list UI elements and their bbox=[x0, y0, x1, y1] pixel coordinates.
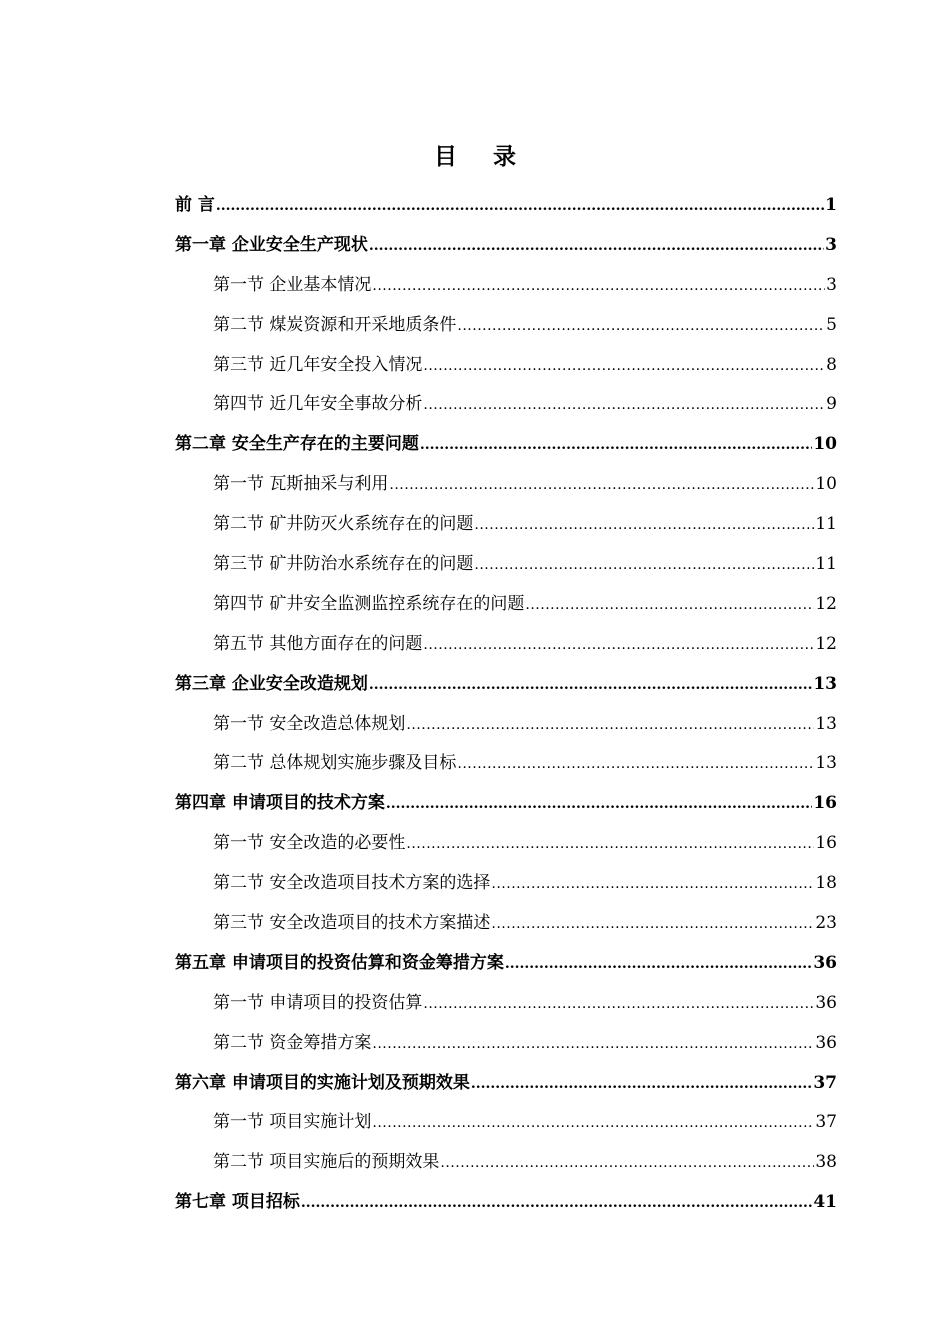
toc-chapter-entry[interactable] bbox=[175, 665, 837, 705]
toc-entry-label: 第七章 项目招标 bbox=[175, 1192, 300, 1213]
toc-entry-label: 第一节 安全改造的必要性 bbox=[213, 833, 406, 854]
toc-entry-label: 第五节 其他方面存在的问题 bbox=[213, 633, 423, 654]
toc-title: 目 录 bbox=[433, 143, 530, 170]
toc-page-number: 13 bbox=[813, 673, 837, 694]
toc-entry-label: 第四节 近几年安全事故分析 bbox=[213, 394, 423, 415]
toc-dot-leader bbox=[505, 945, 812, 985]
toc-page-number: 16 bbox=[813, 793, 837, 814]
toc-entry-label: 第一节 瓦斯抽采与利用 bbox=[213, 474, 389, 495]
toc-page-number: 3 bbox=[826, 274, 837, 295]
toc-entry-label: 第二章 安全生产存在的主要问题 bbox=[175, 434, 419, 455]
toc-page-number: 13 bbox=[815, 753, 837, 774]
toc-chapter-entry[interactable] bbox=[175, 186, 837, 226]
toc-dot-leader bbox=[474, 506, 814, 546]
toc-entry-label: 第二节 项目实施后的预期效果 bbox=[213, 1152, 440, 1173]
toc-section-entry[interactable] bbox=[175, 505, 837, 545]
toc-page-number: 23 bbox=[815, 913, 837, 934]
toc-section-entry[interactable] bbox=[175, 1103, 837, 1143]
toc-dot-leader bbox=[301, 1184, 812, 1224]
toc-section-entry[interactable] bbox=[175, 465, 837, 505]
toc-entry-label: 第三节 安全改造项目的技术方案描述 bbox=[213, 913, 491, 934]
toc-section-entry[interactable] bbox=[175, 824, 837, 864]
toc-dot-leader bbox=[406, 706, 814, 746]
toc-dot-leader bbox=[423, 626, 814, 666]
toc-section-entry[interactable] bbox=[175, 545, 837, 585]
toc-page-number: 37 bbox=[815, 1112, 837, 1133]
toc-dot-leader bbox=[406, 825, 814, 865]
toc-page-number: 13 bbox=[815, 713, 837, 734]
toc-page-number: 16 bbox=[815, 833, 837, 854]
toc-entry-label: 第二节 总体规划实施步骤及目标 bbox=[213, 753, 457, 774]
toc-dot-leader bbox=[474, 546, 814, 586]
toc-section-entry[interactable] bbox=[175, 625, 837, 665]
toc-entry-label: 第一节 安全改造总体规划 bbox=[213, 713, 406, 734]
toc-entry-label: 第一章 企业安全生产现状 bbox=[175, 234, 368, 255]
toc-chapter-entry[interactable] bbox=[175, 425, 837, 465]
toc-page-number: 37 bbox=[813, 1072, 837, 1093]
toc-dot-leader bbox=[372, 1104, 814, 1144]
toc-dot-leader bbox=[423, 386, 825, 426]
toc-dot-leader bbox=[525, 586, 814, 626]
toc-entry-label: 第三节 矿井防治水系统存在的问题 bbox=[213, 554, 474, 575]
toc-section-entry[interactable] bbox=[175, 1024, 837, 1064]
toc-page-number: 18 bbox=[815, 873, 837, 894]
toc-dot-leader bbox=[369, 227, 824, 267]
toc-entry-label: 前 言 bbox=[175, 195, 215, 215]
toc-page-number: 1 bbox=[825, 195, 837, 215]
toc-page-number: 36 bbox=[813, 952, 837, 973]
toc-entry-label: 第三章 企业安全改造规划 bbox=[175, 673, 368, 694]
toc-chapter-entry[interactable] bbox=[175, 944, 837, 984]
toc-page-number: 12 bbox=[815, 633, 837, 654]
toc-section-entry[interactable] bbox=[175, 904, 837, 944]
toc-entry-label: 第一节 申请项目的投资估算 bbox=[213, 992, 423, 1013]
toc-dot-leader bbox=[423, 347, 825, 387]
toc-page-number: 3 bbox=[825, 234, 837, 255]
toc-dot-leader bbox=[491, 905, 814, 945]
toc-chapter-entry[interactable] bbox=[175, 1064, 837, 1104]
toc-section-entry[interactable] bbox=[175, 984, 837, 1024]
toc-page-number: 11 bbox=[815, 514, 837, 535]
toc-entry-label: 第三节 近几年安全投入情况 bbox=[213, 354, 423, 375]
toc-page-number: 12 bbox=[815, 593, 837, 614]
toc-dot-leader bbox=[369, 666, 812, 706]
toc-entry-label: 第四章 申请项目的技术方案 bbox=[175, 793, 385, 814]
toc-page-number: 8 bbox=[826, 354, 837, 375]
toc-page-number: 10 bbox=[813, 434, 837, 455]
toc-dot-leader bbox=[372, 1025, 814, 1065]
toc-entry-label: 第二节 资金筹措方案 bbox=[213, 1032, 372, 1053]
toc-page-number: 11 bbox=[815, 554, 837, 575]
toc-section-entry[interactable] bbox=[175, 585, 837, 625]
toc-section-entry[interactable] bbox=[175, 306, 837, 346]
toc-dot-leader bbox=[491, 865, 814, 905]
toc-dot-leader bbox=[216, 187, 824, 227]
toc-entry-label: 第二节 矿井防灭火系统存在的问题 bbox=[213, 514, 474, 535]
toc-section-entry[interactable] bbox=[175, 385, 837, 425]
toc-dot-leader bbox=[440, 1144, 814, 1184]
toc-dot-leader bbox=[423, 985, 814, 1025]
toc-entry-label: 第一节 项目实施计划 bbox=[213, 1112, 372, 1133]
toc-chapter-entry[interactable] bbox=[175, 784, 837, 824]
toc-page-number: 36 bbox=[815, 1032, 837, 1053]
toc-dot-leader bbox=[457, 307, 825, 347]
toc-dot-leader bbox=[471, 1065, 812, 1105]
toc-entry-label: 第二节 煤炭资源和开采地质条件 bbox=[213, 314, 457, 335]
toc-dot-leader bbox=[386, 785, 812, 825]
toc-entry-label: 第二节 安全改造项目技术方案的选择 bbox=[213, 873, 491, 894]
toc-page-number: 9 bbox=[826, 394, 837, 415]
toc-dot-leader bbox=[457, 745, 814, 785]
toc-page-number: 5 bbox=[826, 314, 837, 335]
toc-page-number: 10 bbox=[815, 474, 837, 495]
toc-dot-leader bbox=[372, 267, 825, 307]
toc-section-entry[interactable] bbox=[175, 1143, 837, 1183]
toc-dot-leader bbox=[420, 426, 812, 466]
toc-section-entry[interactable] bbox=[175, 266, 837, 306]
toc-chapter-entry[interactable] bbox=[175, 1183, 837, 1223]
toc-entry-label: 第六章 申请项目的实施计划及预期效果 bbox=[175, 1072, 470, 1093]
toc-page-number: 38 bbox=[815, 1152, 837, 1173]
toc-entry-label: 第一节 企业基本情况 bbox=[213, 274, 372, 295]
toc-dot-leader bbox=[389, 466, 814, 506]
toc-entry-label: 第四节 矿井安全监测监控系统存在的问题 bbox=[213, 593, 525, 614]
toc-section-entry[interactable] bbox=[175, 744, 837, 784]
toc-section-entry[interactable] bbox=[175, 864, 837, 904]
toc-page-number: 36 bbox=[815, 992, 837, 1013]
toc-section-entry[interactable] bbox=[175, 346, 837, 386]
toc-section-entry[interactable] bbox=[175, 705, 837, 745]
toc-chapter-entry[interactable] bbox=[175, 226, 837, 266]
toc-list bbox=[175, 186, 837, 1223]
toc-entry-label: 第五章 申请项目的投资估算和资金筹措方案 bbox=[175, 952, 504, 973]
toc-page-number: 41 bbox=[813, 1192, 837, 1213]
